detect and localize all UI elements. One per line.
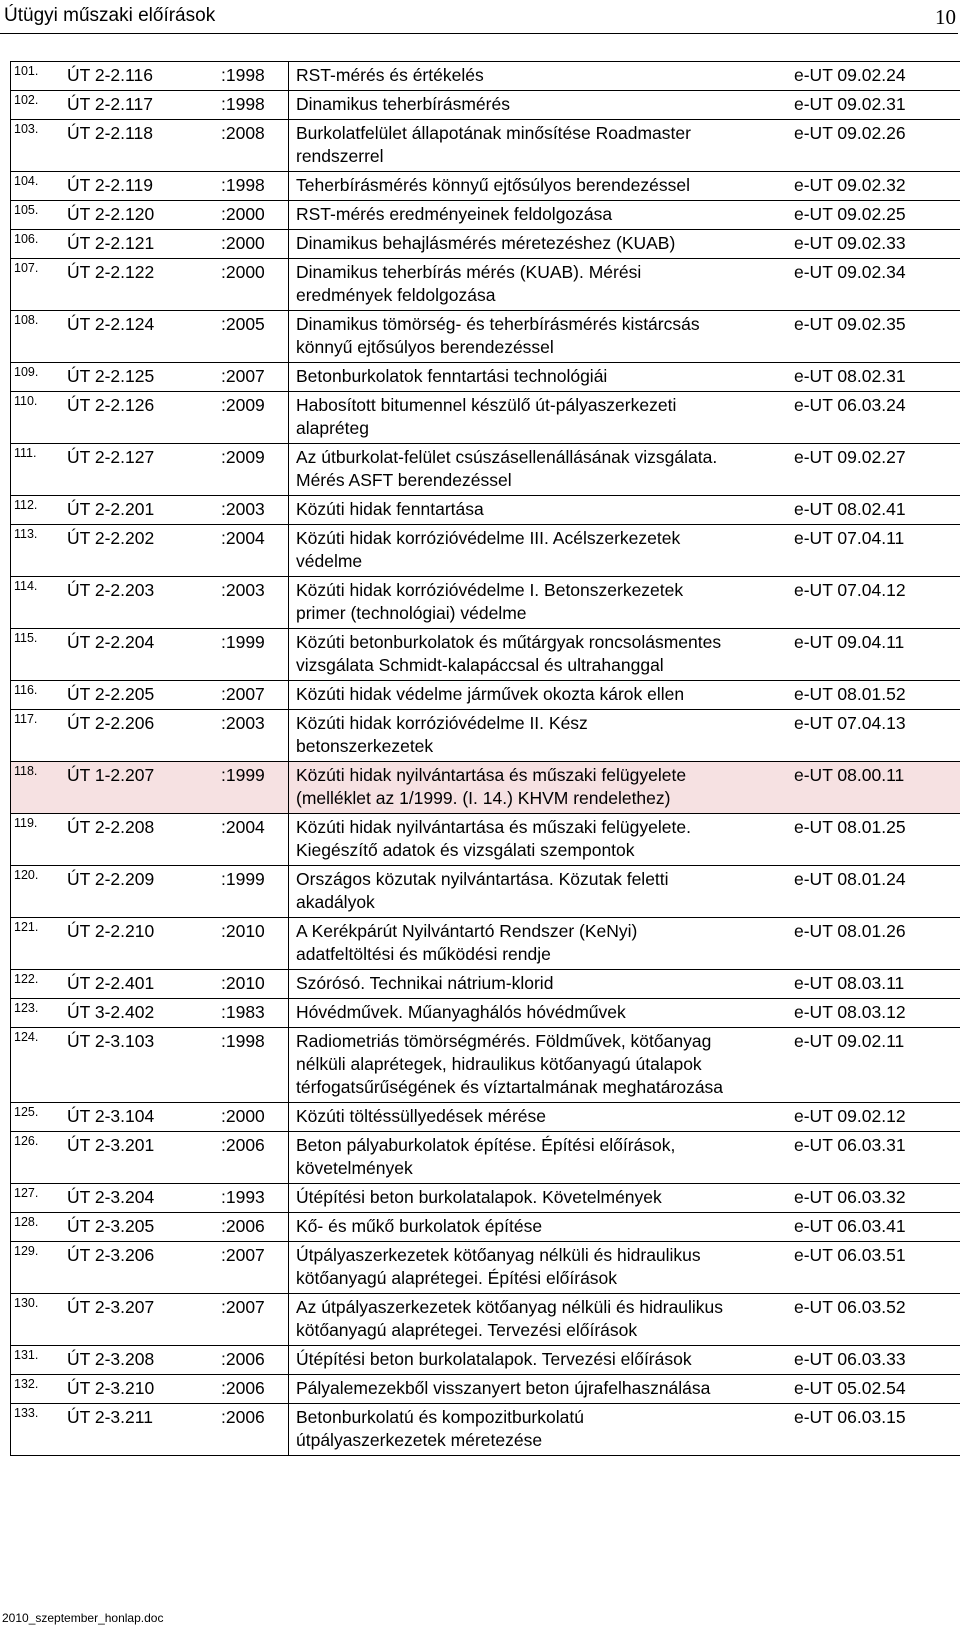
standard-title-line: Közúti hidak nyilvántartása és műszaki felügyelete [296, 765, 687, 785]
standard-year: :2007 [217, 1294, 289, 1346]
table-row [11, 1242, 960, 1294]
standard-code: ÚT 1-2.207 [54, 762, 217, 814]
table-row [11, 577, 960, 629]
standard-title-line: védelme [296, 551, 363, 571]
standard-code: ÚT 3-2.402 [54, 999, 217, 1028]
row-number: 105. [11, 201, 55, 230]
standard-title [289, 230, 792, 259]
row-number: 119. [11, 814, 55, 866]
table-row [11, 999, 960, 1028]
standard-title-line: A Kerékpárút Nyilvántartó Rendszer (KeNyi) [296, 921, 638, 941]
standard-title-line: Közúti betonburkolatok és műtárgyak roncsolásmentes [296, 632, 722, 652]
standard-year: :2010 [217, 970, 289, 999]
footer-filename: 2010_szeptember_honlap.doc [2, 1611, 164, 1625]
standard-year: :1998 [217, 1028, 289, 1103]
row-number: 110. [11, 392, 55, 444]
standard-title-line: (melléklet az 1/1999. (I. 14.) KHVM rendelethez) [296, 788, 671, 808]
eut-reference: e-UT 08.01.52 [791, 681, 960, 710]
standard-title [289, 392, 792, 444]
standard-title [289, 1132, 792, 1184]
standard-title [289, 629, 792, 681]
standard-title-line: Az útburkolat-felület csúszásellenállásának vizsgálata. [296, 447, 718, 467]
standard-code: ÚT 2-3.201 [54, 1132, 217, 1184]
standard-title-line: Pályalemezekből visszanyert beton újrafelhasználása [296, 1378, 711, 1398]
table-row [11, 1132, 960, 1184]
row-number: 131. [11, 1346, 55, 1375]
standard-year: :2006 [217, 1404, 289, 1456]
standard-title [289, 311, 792, 363]
standard-title-line: Burkolatfelület állapotának minősítése Roadmaster [296, 123, 691, 143]
table-row [11, 629, 960, 681]
standard-title [289, 62, 792, 91]
standard-title [289, 201, 792, 230]
standard-title-line: Betonburkolatok fenntartási technológiái [296, 366, 608, 386]
standard-title-line: RST-mérés eredményeinek feldolgozása [296, 204, 613, 224]
standard-code: ÚT 2-2.121 [54, 230, 217, 259]
standard-title-line: Dinamikus teherbírásmérés [296, 94, 510, 114]
row-number: 115. [11, 629, 55, 681]
eut-reference: e-UT 09.02.35 [791, 311, 960, 363]
row-number: 109. [11, 363, 55, 392]
standard-title-line: rendszerrel [296, 146, 384, 166]
standard-title-line: akadályok [296, 892, 375, 912]
row-number: 108. [11, 311, 55, 363]
table-row [11, 1213, 960, 1242]
standard-year: :2000 [217, 230, 289, 259]
row-number: 103. [11, 120, 55, 172]
standard-title-line: Dinamikus tömörség- és teherbírásmérés kistárcsás [296, 314, 700, 334]
eut-reference: e-UT 09.02.27 [791, 444, 960, 496]
standard-code: ÚT 2-2.205 [54, 681, 217, 710]
table-row [11, 392, 960, 444]
table-row [11, 62, 960, 91]
table-row [11, 120, 960, 172]
standard-title-line: Habosított bitumennel készülő út-pályaszerkezeti [296, 395, 677, 415]
standard-code: ÚT 2-2.122 [54, 259, 217, 311]
table-row [11, 1346, 960, 1375]
standard-code: ÚT 2-2.204 [54, 629, 217, 681]
table-row [11, 1028, 960, 1103]
standard-year: :2000 [217, 1103, 289, 1132]
row-number: 107. [11, 259, 55, 311]
standard-title [289, 496, 792, 525]
eut-reference: e-UT 07.04.13 [791, 710, 960, 762]
standard-code: ÚT 2-3.207 [54, 1294, 217, 1346]
standard-title [289, 91, 792, 120]
row-number: 112. [11, 496, 55, 525]
standard-year: :1998 [217, 62, 289, 91]
table-row [11, 970, 960, 999]
row-number: 121. [11, 918, 55, 970]
standard-title-line: Radiometriás tömörségmérés. Földművek, kötőanyag [296, 1031, 712, 1051]
table-row [11, 311, 960, 363]
eut-reference: e-UT 08.03.12 [791, 999, 960, 1028]
standard-code: ÚT 2-3.210 [54, 1375, 217, 1404]
standard-title-line: Dinamikus teherbírás mérés (KUAB). Mérési [296, 262, 642, 282]
standard-code: ÚT 2-2.201 [54, 496, 217, 525]
standard-year: :2000 [217, 201, 289, 230]
standard-year: :2010 [217, 918, 289, 970]
standard-year: :2007 [217, 1242, 289, 1294]
standard-title-line: Dinamikus behajlásmérés méretezéshez (KUAB) [296, 233, 676, 253]
standard-code: ÚT 2-2.208 [54, 814, 217, 866]
standard-year: :1998 [217, 172, 289, 201]
standard-title-line: Kiegészítő adatok és vizsgálati szempontok [296, 840, 635, 860]
standard-title-line: Országos közutak nyilvántartása. Közutak feletti [296, 869, 669, 889]
standard-title [289, 1294, 792, 1346]
row-number: 132. [11, 1375, 55, 1404]
standard-year: :1993 [217, 1184, 289, 1213]
standard-title-line: követelmények [296, 1158, 413, 1178]
row-number: 122. [11, 970, 55, 999]
row-number: 124. [11, 1028, 55, 1103]
table-row [11, 91, 960, 120]
eut-reference: e-UT 09.04.11 [791, 629, 960, 681]
standard-code: ÚT 2-3.206 [54, 1242, 217, 1294]
standard-year: :2006 [217, 1213, 289, 1242]
standard-code: ÚT 2-3.103 [54, 1028, 217, 1103]
row-number: 128. [11, 1213, 55, 1242]
page-title: Útügyi műszaki előírások [4, 5, 216, 26]
table-row [11, 496, 960, 525]
row-number: 101. [11, 62, 55, 91]
row-number: 106. [11, 230, 55, 259]
standard-title-line: térfogatsűrűségének és víztartalmának meghatározása [296, 1077, 724, 1097]
standard-code: ÚT 2-2.119 [54, 172, 217, 201]
standard-title-line: Útépítési beton burkolatalapok. Tervezési előírások [296, 1349, 692, 1369]
table-row [11, 918, 960, 970]
page-header [0, 0, 958, 34]
standard-title [289, 814, 792, 866]
row-number: 104. [11, 172, 55, 201]
standard-code: ÚT 2-3.104 [54, 1103, 217, 1132]
standard-title-line: Beton pályaburkolatok építése. Építési előírások, [296, 1135, 676, 1155]
standard-title [289, 1213, 792, 1242]
standard-year: :1983 [217, 999, 289, 1028]
standard-title-line: útpályaszerkezetek méretezése [296, 1430, 543, 1450]
row-number: 102. [11, 91, 55, 120]
eut-reference: e-UT 08.01.26 [791, 918, 960, 970]
standard-title-line: Közúti töltéssüllyedések mérése [296, 1106, 546, 1126]
table-row [11, 444, 960, 496]
standard-code: ÚT 2-2.124 [54, 311, 217, 363]
standard-year: :2009 [217, 392, 289, 444]
standard-title-line: Az útpályaszerkezetek kötőanyag nélküli és hidraulikus [296, 1297, 724, 1317]
table-row [11, 866, 960, 918]
standard-title [289, 1346, 792, 1375]
eut-reference: e-UT 09.02.12 [791, 1103, 960, 1132]
row-number: 118. [11, 762, 55, 814]
standard-year: :1999 [217, 629, 289, 681]
standard-title-line: Betonburkolatú és kompozitburkolatú [296, 1407, 584, 1427]
table-row [11, 762, 960, 814]
standard-title-line: Közúti hidak korrózióvédelme II. Kész [296, 713, 588, 733]
eut-reference: e-UT 09.02.24 [791, 62, 960, 91]
standard-title [289, 120, 792, 172]
eut-reference: e-UT 08.03.11 [791, 970, 960, 999]
eut-reference: e-UT 06.03.51 [791, 1242, 960, 1294]
standard-title-line: Útpályaszerkezetek kötőanyag nélküli és hidraulikus [296, 1245, 701, 1265]
eut-reference: e-UT 06.03.31 [791, 1132, 960, 1184]
standard-title-line: Mérés ASFT berendezéssel [296, 470, 512, 490]
standard-year: :2008 [217, 120, 289, 172]
standard-title [289, 866, 792, 918]
table-row [11, 681, 960, 710]
standard-code: ÚT 2-2.210 [54, 918, 217, 970]
standard-title-line: adatfeltöltési és működési rendje [296, 944, 551, 964]
standard-title [289, 1404, 792, 1456]
row-number: 127. [11, 1184, 55, 1213]
standard-title-line: primer (technológiai) védelme [296, 603, 527, 623]
standard-code: ÚT 2-2.206 [54, 710, 217, 762]
specifications-table-body [11, 62, 960, 1456]
standard-title [289, 970, 792, 999]
standard-code: ÚT 2-2.202 [54, 525, 217, 577]
standard-code: ÚT 2-3.204 [54, 1184, 217, 1213]
standard-year: :1999 [217, 866, 289, 918]
standard-title-line: Hóvédművek. Műanyaghálós hóvédművek [296, 1002, 626, 1022]
standard-code: ÚT 2-2.401 [54, 970, 217, 999]
standard-year: :2007 [217, 681, 289, 710]
standard-year: :2003 [217, 710, 289, 762]
eut-reference: e-UT 09.02.33 [791, 230, 960, 259]
eut-reference: e-UT 06.03.33 [791, 1346, 960, 1375]
eut-reference: e-UT 09.02.26 [791, 120, 960, 172]
standard-title-line: Közúti hidak nyilvántartása és műszaki felügyelete. [296, 817, 691, 837]
standard-title [289, 1103, 792, 1132]
standard-title-line: Útépítési beton burkolatalapok. Követelmények [296, 1187, 662, 1207]
eut-reference: e-UT 09.02.25 [791, 201, 960, 230]
standard-title [289, 762, 792, 814]
eut-reference: e-UT 06.03.24 [791, 392, 960, 444]
eut-reference: e-UT 09.02.31 [791, 91, 960, 120]
table-row [11, 525, 960, 577]
standard-code: ÚT 2-2.203 [54, 577, 217, 629]
standard-year: :2004 [217, 814, 289, 866]
standard-title [289, 259, 792, 311]
standard-year: :2009 [217, 444, 289, 496]
standard-title-line: kötőanyagú alaprétegei. Tervezési előírások [296, 1320, 638, 1340]
standard-code: ÚT 2-2.127 [54, 444, 217, 496]
standard-title-line: könnyű ejtősúlyos berendezéssel [296, 337, 554, 357]
standard-title [289, 363, 792, 392]
table-row [11, 259, 960, 311]
standard-title [289, 710, 792, 762]
table-row [11, 1103, 960, 1132]
table-row [11, 1375, 960, 1404]
eut-reference: e-UT 08.01.25 [791, 814, 960, 866]
standard-year: :2005 [217, 311, 289, 363]
standard-year: :1999 [217, 762, 289, 814]
table-row [11, 1184, 960, 1213]
eut-reference: e-UT 08.00.11 [791, 762, 960, 814]
table-row [11, 201, 960, 230]
eut-reference: e-UT 07.04.11 [791, 525, 960, 577]
row-number: 116. [11, 681, 55, 710]
standard-title-line: alapréteg [296, 418, 369, 438]
standard-code: ÚT 2-2.125 [54, 363, 217, 392]
standard-title-line: Teherbírásmérés könnyű ejtősúlyos berendezéssel [296, 175, 690, 195]
standard-title [289, 525, 792, 577]
standard-code: ÚT 2-3.208 [54, 1346, 217, 1375]
eut-reference: e-UT 09.02.11 [791, 1028, 960, 1103]
specifications-table [10, 61, 960, 1456]
standard-code: ÚT 2-2.118 [54, 120, 217, 172]
standard-year: :2003 [217, 577, 289, 629]
standard-year: :2007 [217, 363, 289, 392]
table-row [11, 1294, 960, 1346]
standard-year: :2006 [217, 1375, 289, 1404]
row-number: 113. [11, 525, 55, 577]
standard-title [289, 1184, 792, 1213]
eut-reference: e-UT 06.03.32 [791, 1184, 960, 1213]
row-number: 133. [11, 1404, 55, 1456]
eut-reference: e-UT 07.04.12 [791, 577, 960, 629]
standard-title-line: kötőanyagú alaprétegei. Építési előírások [296, 1268, 618, 1288]
standard-title-line: Közúti hidak korrózióvédelme III. Acélszerkezetek [296, 528, 681, 548]
eut-reference: e-UT 09.02.32 [791, 172, 960, 201]
standard-title-line: Közúti hidak fenntartása [296, 499, 484, 519]
standard-year: :2000 [217, 259, 289, 311]
table-row [11, 814, 960, 866]
standard-title [289, 1375, 792, 1404]
standard-title [289, 681, 792, 710]
standard-title-line: betonszerkezetek [296, 736, 434, 756]
standard-title [289, 999, 792, 1028]
standard-title [289, 577, 792, 629]
eut-reference: e-UT 08.02.41 [791, 496, 960, 525]
standard-year: :2004 [217, 525, 289, 577]
standard-year: :2003 [217, 496, 289, 525]
eut-reference: e-UT 09.02.34 [791, 259, 960, 311]
table-row [11, 1404, 960, 1456]
standard-title-line: nélküli alaprétegek, hidraulikus kötőanyagú útalapok [296, 1054, 702, 1074]
eut-reference: e-UT 08.01.24 [791, 866, 960, 918]
row-number: 123. [11, 999, 55, 1028]
row-number: 111. [11, 444, 55, 496]
standard-title-line: RST-mérés és értékelés [296, 65, 484, 85]
table-row [11, 172, 960, 201]
standard-title-line: eredmények feldolgozása [296, 285, 496, 305]
row-number: 130. [11, 1294, 55, 1346]
standard-year: :1998 [217, 91, 289, 120]
eut-reference: e-UT 06.03.15 [791, 1404, 960, 1456]
standard-title [289, 444, 792, 496]
page-number: 10 [935, 5, 956, 29]
eut-reference: e-UT 06.03.52 [791, 1294, 960, 1346]
row-number: 125. [11, 1103, 55, 1132]
standard-title [289, 918, 792, 970]
table-row [11, 230, 960, 259]
standard-title-line: Szórósó. Technikai nátrium-klorid [296, 973, 554, 993]
eut-reference: e-UT 05.02.54 [791, 1375, 960, 1404]
standard-year: :2006 [217, 1132, 289, 1184]
standard-code: ÚT 2-3.205 [54, 1213, 217, 1242]
row-number: 117. [11, 710, 55, 762]
eut-reference: e-UT 08.02.31 [791, 363, 960, 392]
row-number: 126. [11, 1132, 55, 1184]
row-number: 114. [11, 577, 55, 629]
standard-code: ÚT 2-2.116 [54, 62, 217, 91]
standard-title [289, 172, 792, 201]
standard-year: :2006 [217, 1346, 289, 1375]
standard-code: ÚT 2-2.117 [54, 91, 217, 120]
row-number: 120. [11, 866, 55, 918]
standard-title-line: Kő- és műkő burkolatok építése [296, 1216, 543, 1236]
row-number: 129. [11, 1242, 55, 1294]
standard-title [289, 1242, 792, 1294]
standard-code: ÚT 2-2.120 [54, 201, 217, 230]
standard-code: ÚT 2-3.211 [54, 1404, 217, 1456]
standard-title-line: Közúti hidak védelme járművek okozta károk ellen [296, 684, 685, 704]
standard-title-line: Közúti hidak korrózióvédelme I. Betonszerkezetek [296, 580, 684, 600]
table-row [11, 710, 960, 762]
eut-reference: e-UT 06.03.41 [791, 1213, 960, 1242]
table-row [11, 363, 960, 392]
standard-code: ÚT 2-2.209 [54, 866, 217, 918]
standard-title [289, 1028, 792, 1103]
standard-code: ÚT 2-2.126 [54, 392, 217, 444]
standard-title-line: vizsgálata Schmidt-kalapáccsal és ultrahanggal [296, 655, 664, 675]
